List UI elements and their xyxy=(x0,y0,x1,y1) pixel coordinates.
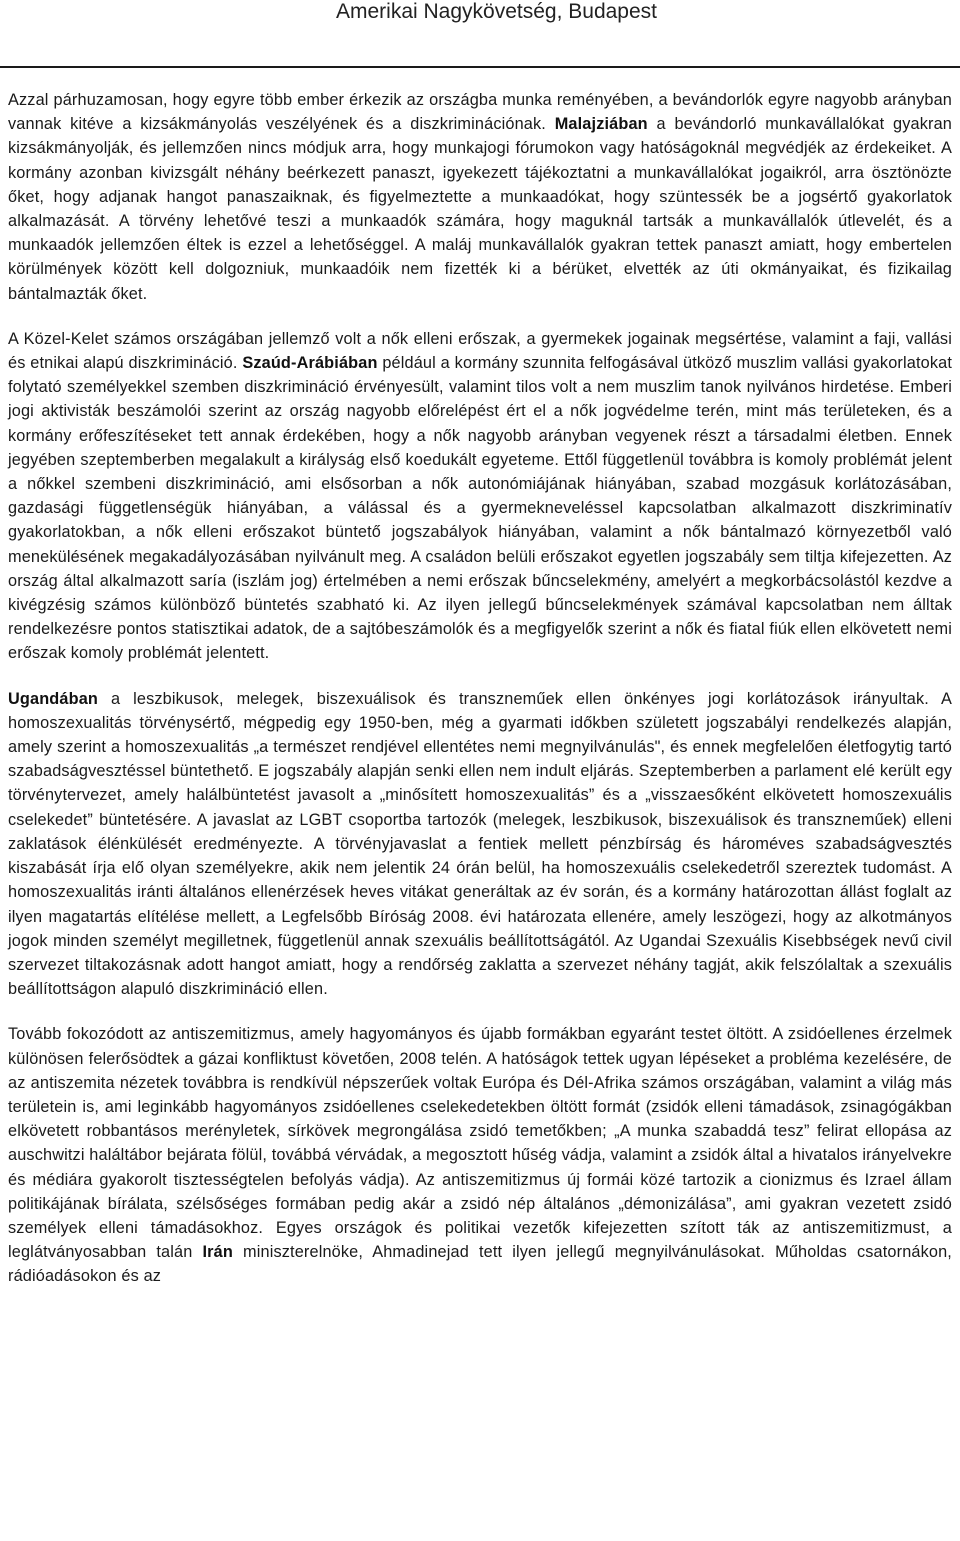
bold-country-name: Malajziában xyxy=(554,115,648,134)
paragraph-text: Tovább fokozódott az antiszemitizmus, amely hagyományos és újabb formákban egyaránt testet öltött. A zsidóellenes érzelmek különösen felerősödtek a gázai konfliktust követően, 2008 telén. A hatóságok tettek ugyan lépéseket a probléma kezelésére, de az antiszemita nézetek továbbra is rendkívül népszerűek voltak Európa és Dél-Afrika számos országában, valamint a világ más területein is, ami leginkább hagyományos zsidóellenes cselekedetekben öltött formát (zsidók elleni támadások, zsinagógákban elkövetett robbantásos merényletek, sírkövek megrongálása zsidó temetőkben; „A munka szabaddá tesz” felirat ellopása az auschwitzi haláltábor bejárata fölül, továbbá vérvádak, a megosztott hűség vádja, valamint a zsidók által a hivatalos irányelvekre és médiára gyakorolt tisztességtelen befolyás vádja). Az antiszemitizmus új formái közé tartozik a cionizmus és Izrael állam politikájának bírálata, szélsőséges formában pedig akár a zsidó nép általános „démonizálása”, ami gyakran vezetett zsidó személyek elleni támadásokhoz. Egyes országok és politikai vezetők kifejezetten szított ták az antiszemitizmust, a leglátványosabban talán xyxy=(8,1025,952,1262)
paragraph-text: miniszterelnöke, Ahmadinejad tett ilyen jellegű megnyilvánulásokat. Műholdas csatornákon, rádióadásokon és az xyxy=(8,1243,952,1286)
bold-country-name: Irán xyxy=(202,1243,233,1262)
paragraph-text: a leszbikusok, melegek, biszexuálisok és transzneműek ellen önkényes jogi korlátozások irányultak. A homoszexualitás törvénysértő, mégpedig egy 1950-ben, még a gyarmati időkben született jogszabályi rendelkezés alapján, amely szerint a homoszexualitás „a természet rendjével ellentétes nemi megnyilvánulás", és ennek megfelelően életfogytig tartó szabadságvesztéssel büntethető. E jogszabály alapján senki ellen nem indult eljárás. Szeptemberben a parlament elé került egy törvénytervezet, amely halálbüntetést javasolt a „minősített homoszexualitás” és a „visszaesőként elkövetett homoszexuális cselekedet” büntetésére. A javaslat az LGBT csoportba tartozók (melegek, leszbikusok, biszexuálisok és transzneműek) elleni zaklatások élénkülését eredményezte. A törvényjavaslat a fentiek mellett pénzbírság és hároméves szabadságvesztés kiszabását írja elő olyan személyekre, akik nem jelentik 24 órán belül, ha homoszexuális cselekedetről szereztek tudomást. A homoszexualitás iránti általános ellenérzések heves vitákat generáltak az év során, és a kormány határozottan állást foglalt az ilyen magatartás elítélése mellett, a Legfelsőbb Bíróság 2008. évi határozata ellenére, amely leszögezi, hogy az alkotmányos jogok minden személyt megilletnek, függetlenül annak szexuális beállítottságától. Az Ugandai Szexuális Kisebbségek nevű civil szervezet tiltakozásnak adott hangot amiatt, hogy a rendőrség zaklatta a szervezet néhány tagját, akik felszólaltak a szexuális beállítottságon alapuló diszkrimináció ellen. xyxy=(8,689,952,999)
paragraph-text: Azzal párhuzamosan, hogy egyre több ember érkezik az országba munka reményében, a bevándorlók egyre nagyobb arányban vannak kitéve a kizsákmányolás veszélyének és a diszkriminációnak. xyxy=(8,91,952,134)
paragraph-middle-east-saudi-arabia xyxy=(8,327,952,666)
paragraph-text: például a kormány szunnita felfogásával ütköző muszlim vallási gyakorlatokat folytató személyekkel szemben diszkrimináció érvényesült, valamint tilos volt a nem muszlim tanok nyilvános hirdetése. Emberi jogi aktivisták beszámolói szerint az ország nagyobb előrelépést ért el a nők jogvédelme terén, mint más területeken, és a kormány erőfeszítéseket tett annak érdekében, hogy a nők nagyobb arányban vegyenek részt a társadalmi életben. Ennek jegyében szeptemberben megalakult a királyság első koedukált egyeteme. Ettől függetlenül továbbra is komoly problémát jelent a nőkkel szembeni diszkrimináció, ami elsősorban a nők autonómiájának hiányában, szabad mozgásuk korlátozásában, gazdasági függetlenségük hiányában, a válással és a gyermekneveléssel kapcsolatban alkalmazott diszkriminatív gyakorlatokban, a nők elleni erőszakot büntető jogszabályok hiányában, valamint a nők bántalmazó környezetből való menekülésének megakadályozásában nyilvánult meg. A családon belüli erőszakot egyetlen jogszabály sem tiltja kifejezetten. Az ország által alkalmazott saría (iszlám jog) értelmében a nemi erőszak bűncselekmény, amelyért a megkorbácsolástól kezdve a kivégzésig számos különböző büntetés szabható ki. Az ilyen jellegű bűncselekmények számával kapcsolatban nem álltak rendelkezésre pontos statisztikai adatok, de a sajtóbeszámolók és a megfigyelők szerint a nők és fiatal fiúk ellen elkövetett nemi erőszak komoly problémát jelentett. xyxy=(8,354,953,663)
paragraph-uganda-lgbt xyxy=(8,687,952,1002)
paragraph-malaysia-migrants xyxy=(8,88,952,306)
bold-country-name: Szaúd-Arábiában xyxy=(242,354,378,373)
page-header-title: Amerikai Nagykövetség, Budapest xyxy=(336,0,657,23)
paragraph-antisemitism xyxy=(8,1022,952,1288)
page-header xyxy=(0,0,960,68)
header-divider xyxy=(0,66,960,68)
paragraph-text: A Közel-Kelet számos országában jellemző volt a nők elleni erőszak, a gyermekek jogainak megsértése, valamint a faji, vallási és etnikai alapú diszkrimináció. xyxy=(8,329,952,373)
document-body xyxy=(8,88,952,1310)
bold-country-name: Ugandában xyxy=(8,689,98,708)
paragraph-text: a bevándorló munkavállalókat gyakran kizsákmányolják, és jellemzően nincs módjuk arra, hogy munkajogi fórumokon vagy hatóságoknál megvédjék az érdekeiket. A kormány azonban kivizsgált néhány beérkezett panaszt, igyekezett tájékoztatni a munkavállalókat jogaikról, arra ösztönözte őket, hogy adjanak hangot panaszaiknak, és figyelmeztette a munkaadókat, hogy szüntessék be a jogsértő gyakorlatok alkalmazását. A törvény lehetővé teszi a munkaadók számára, hogy maguknál tartsák a munkavállalók útlevelét, és a munkaadók jellemzően éltek is ezzel a lehetőséggel. A maláj munkavállalók gyakran tettek panaszt amiatt, hogy embertelen körülmények között kell dolgozniuk, munkaadóik nem fizették ki a bérüket, elvették az úti okmányaikat, és fizikailag bántalmazták őket. xyxy=(8,115,953,303)
